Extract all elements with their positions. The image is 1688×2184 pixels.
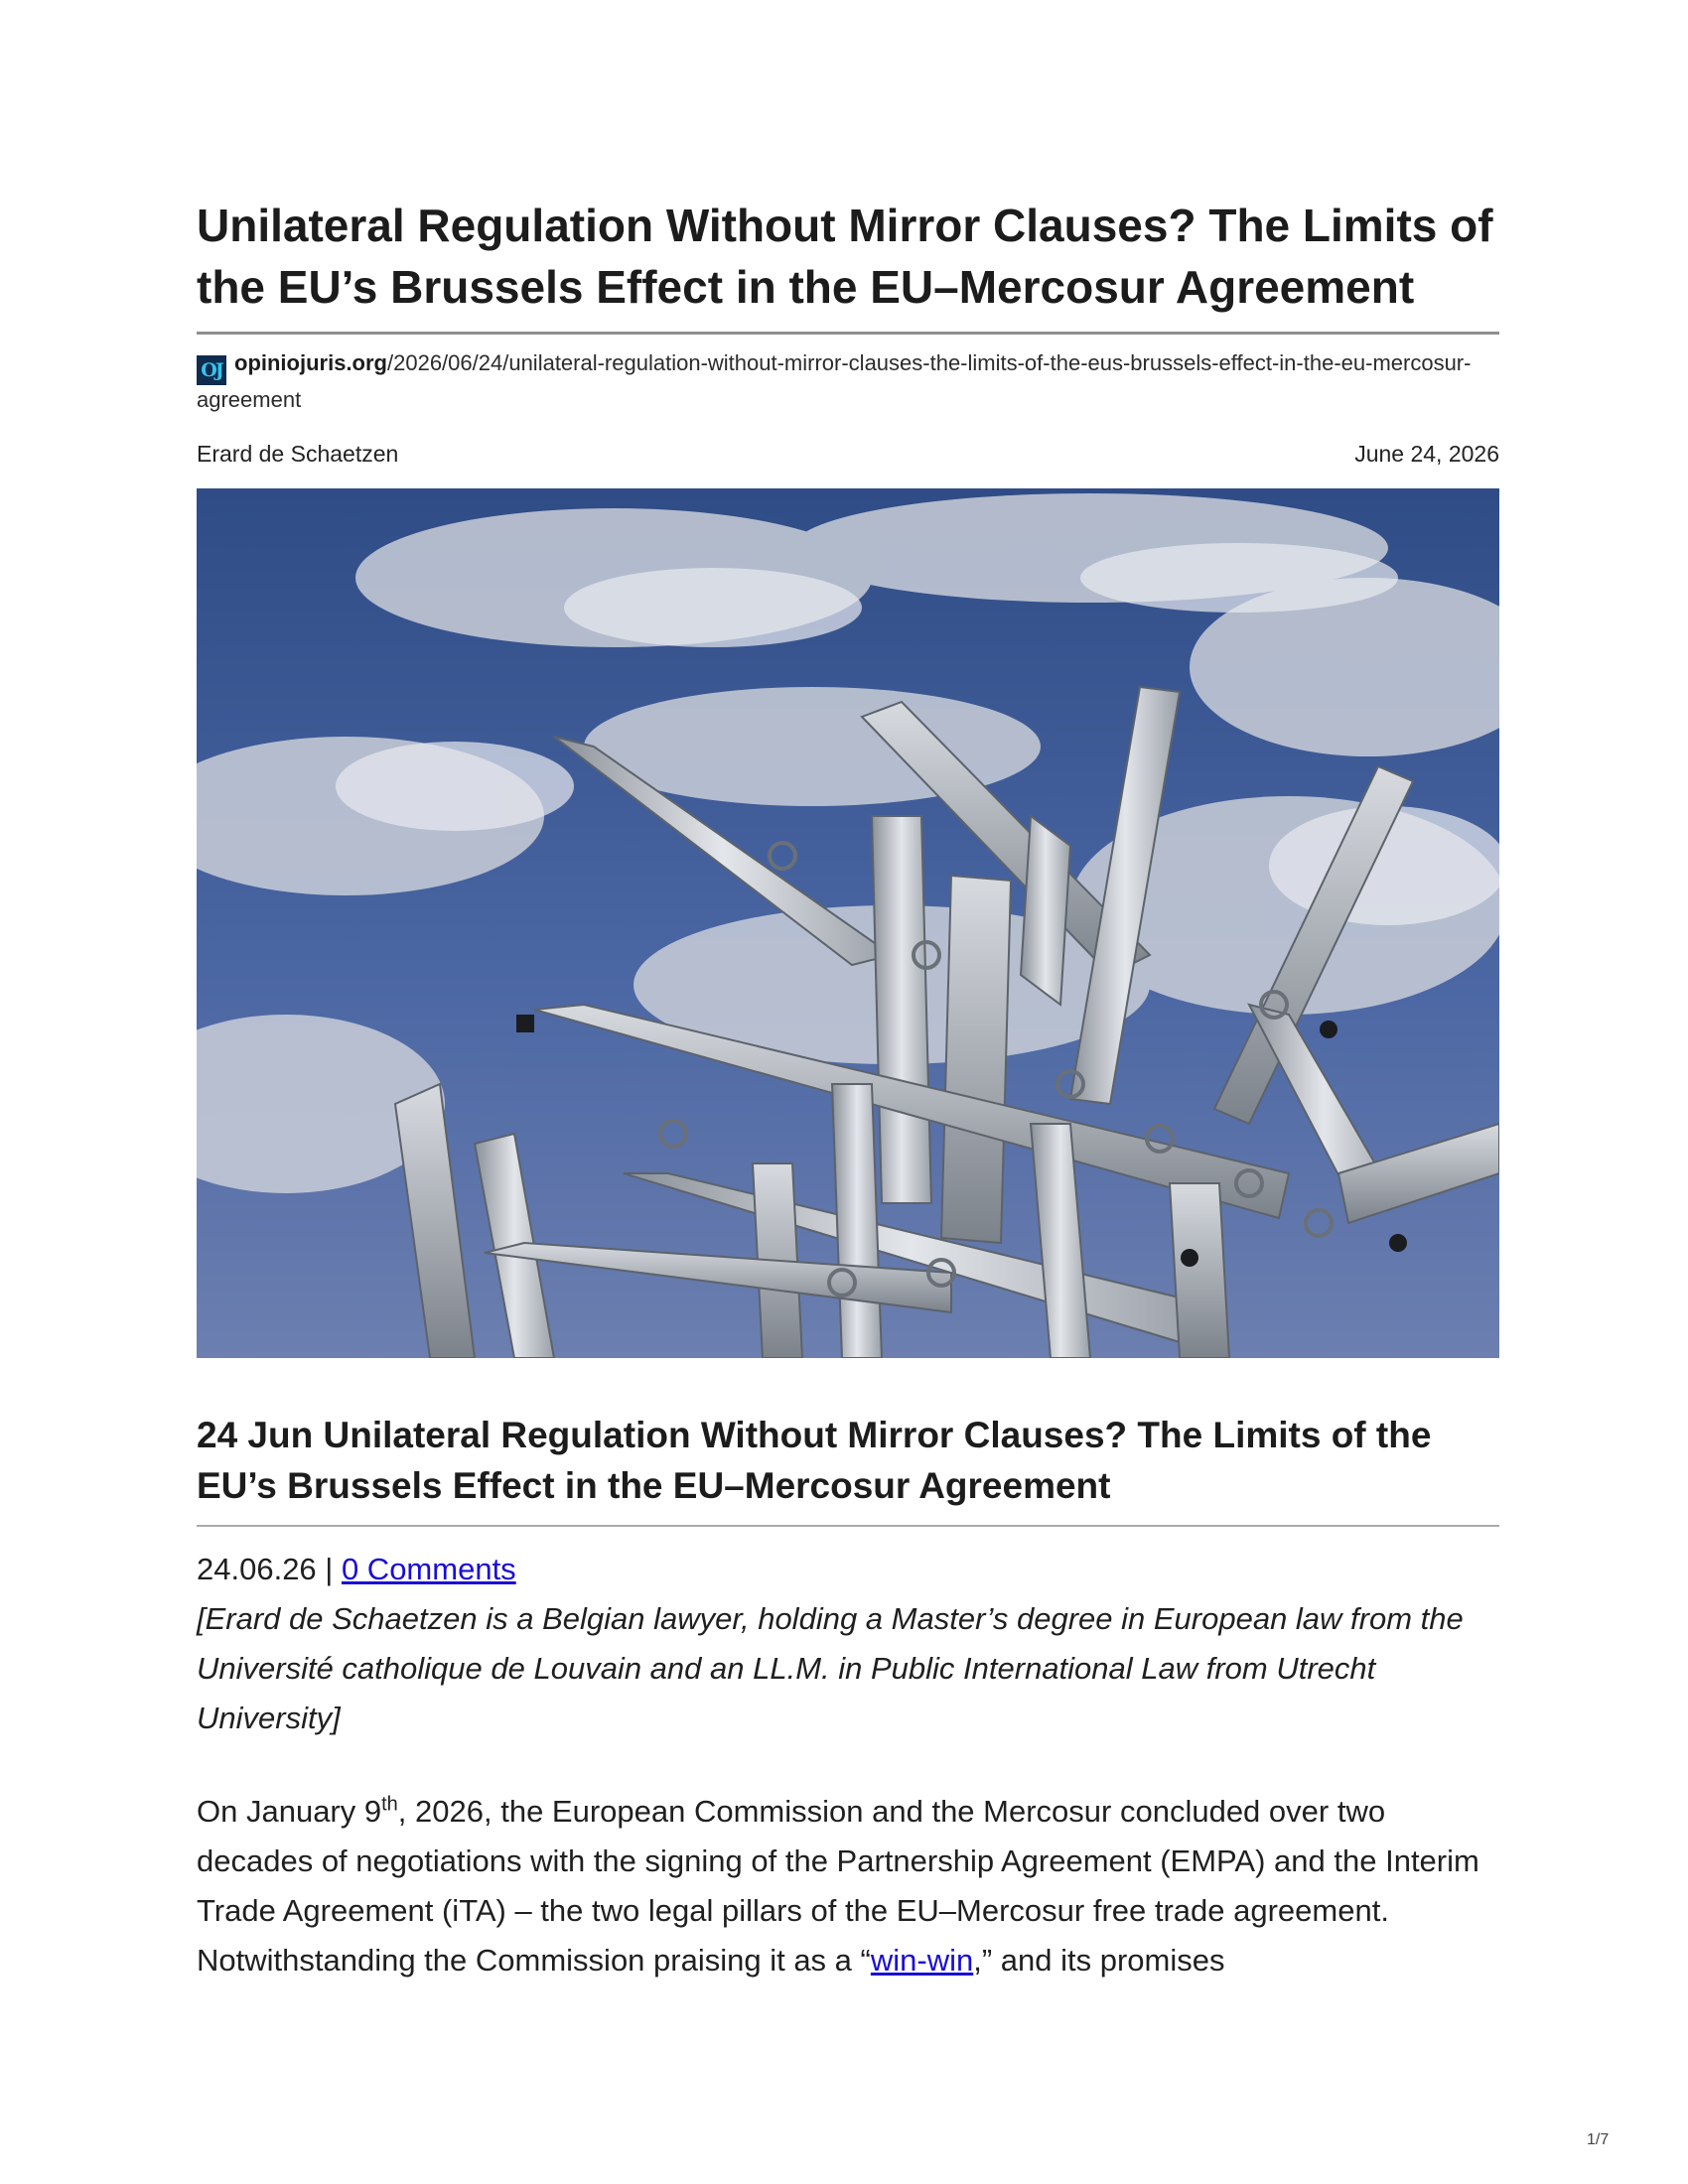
superscript-th: th [381,1793,398,1816]
body-text-3: ,” and its promises [973,1943,1225,1978]
article [197,195,1499,1985]
body-text-1: On January 9 [197,1794,382,1829]
post-byline [197,1549,1499,1590]
author-bio: [Erard de Schaetzen is a Belgian lawyer, holding a Master’s degree in European law from the Université catholique de Louvain and an LL.M. in Public International Law from Utrecht University] [197,1601,1464,1735]
source-url[interactable] [197,348,1499,415]
article-meta [197,439,1499,469]
source-domain: opiniojuris.org [234,350,387,375]
body-text-2: , 2026, the European Commission and the Mercosur concluded over two decades of negotiations with the signing of the Partnership Agreement (EMPA) and the Interim Trade Agreement (iTA) – the two legal pillars of the EU–Mercosur free trade agreement. Notwithstanding the Commission praising it as a “ [197,1794,1479,1978]
publish-date: June 24, 2026 [1354,441,1499,467]
win-win-link[interactable]: win-win [870,1943,974,1978]
author-name: Erard de Schaetzen [197,441,399,467]
byline-separator: | [316,1552,342,1586]
title-divider [197,332,1499,335]
post-divider [197,1525,1499,1527]
comments-link[interactable]: 0 Comments [341,1552,516,1586]
post-title: 24 Jun Unilateral Regulation Without Mirror Clauses? The Limits of the EU’s Brussels Effect in the EU–Mercosur Agreement [197,1415,1432,1506]
hero-image [197,488,1499,1358]
post-date: 24.06.26 [197,1552,317,1586]
site-favicon-icon: OJ [197,355,226,385]
article-title: Unilateral Regulation Without Mirror Clauses? The Limits of the EU’s Brussels Effect in the EU–Mercosur Agreement [197,200,1493,313]
body-paragraph [197,1787,1499,1985]
source-path: /2026/06/24/unilateral-regulation-without-mirror-clauses-the-limits-of-the-eus-brussels-effect-in-the-eu-mercosur-agreement [197,350,1472,412]
page-number: 1/7 [1587,2131,1610,2148]
